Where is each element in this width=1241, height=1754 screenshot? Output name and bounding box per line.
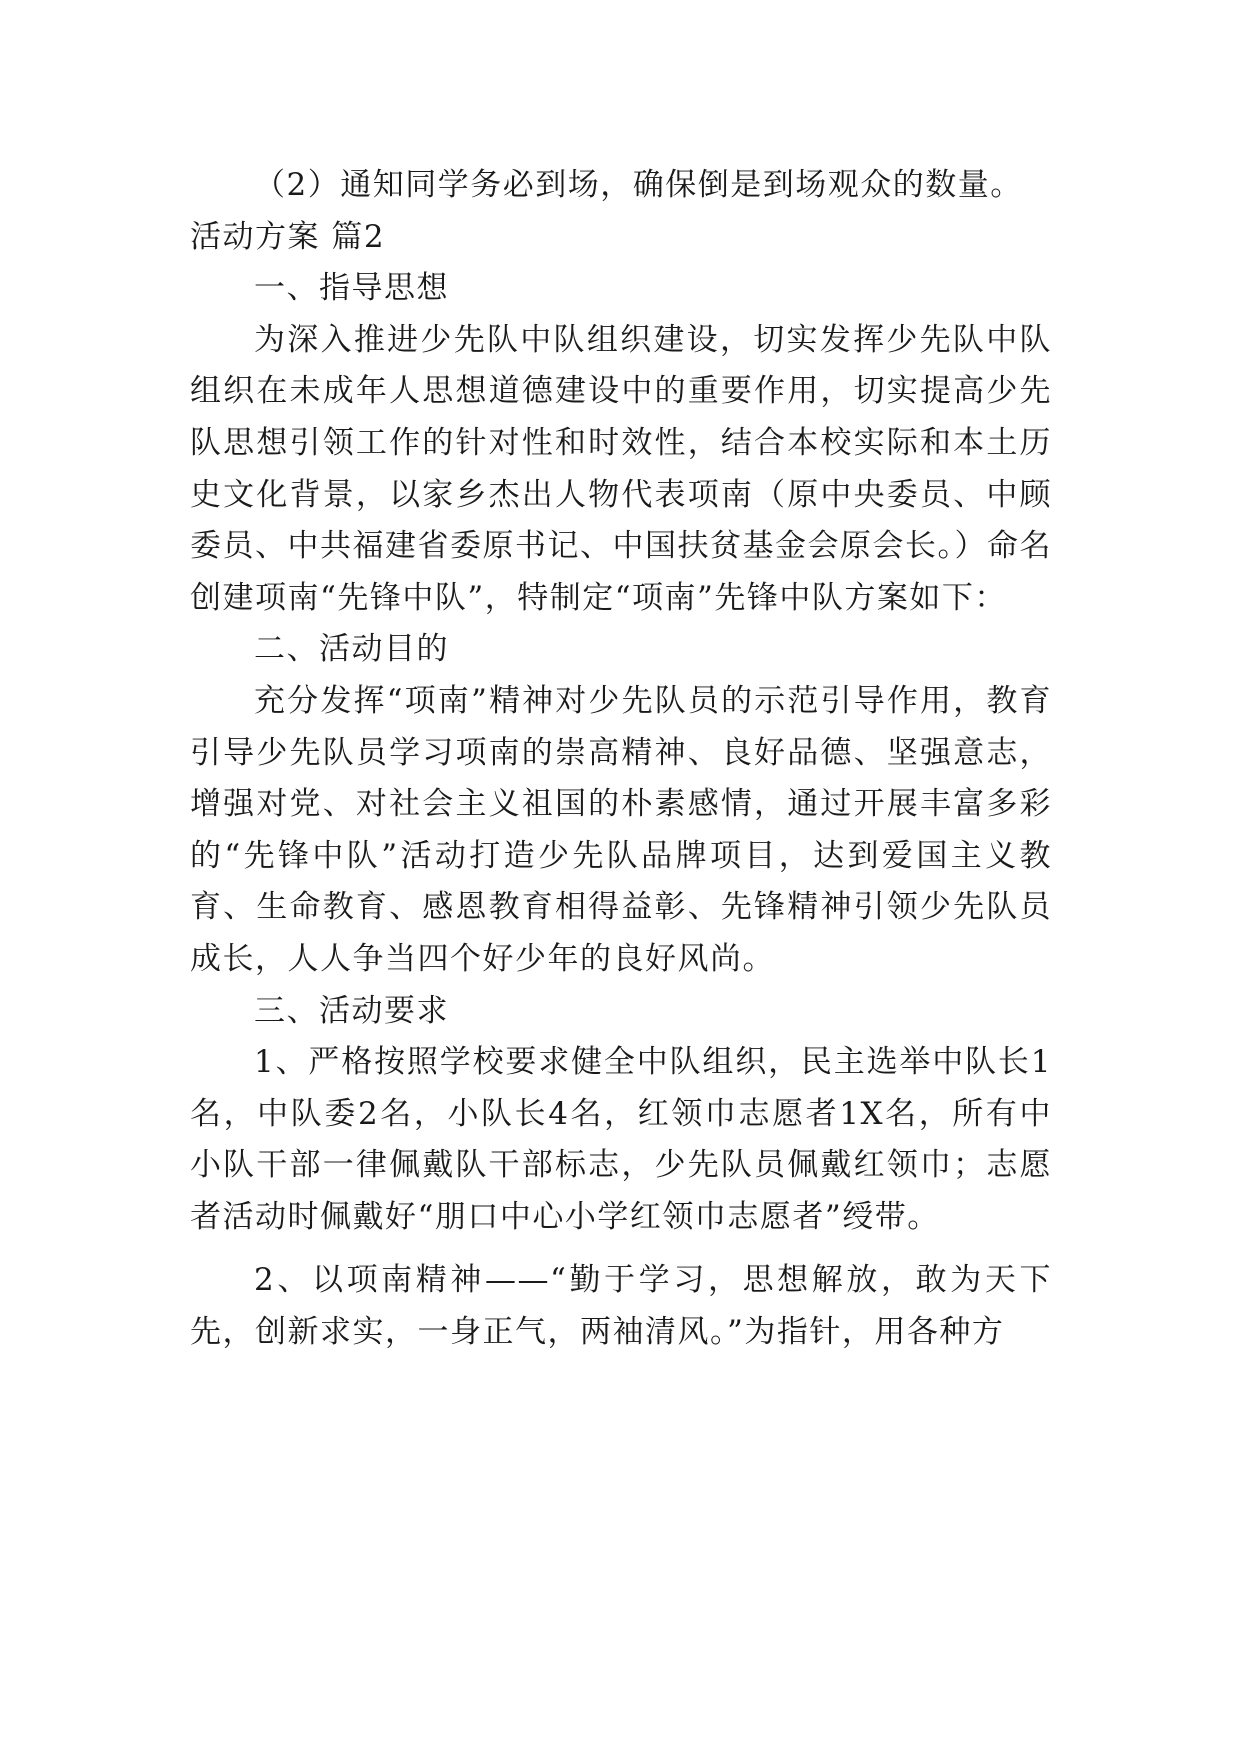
- paragraph-guiding-ideology: 为深入推进少先队中队组织建设，切实发挥少先队中队组织在未成年人思想道德建设中的重要作用，切实提高少先队思想引领工作的针对性和时效性，结合本校实际和本土历史文化背景，以家乡杰出人物代表项南（原中央委员、中顾委员、中共福建省委原书记、中国扶贫基金会原会长。）命名创建项南“先锋中队”，特制定“项南”先锋中队方案如下：: [190, 321, 1052, 616]
- paragraph-notice-item-2: （2）通知同学务必到场，确保倒是到场观众的数量。: [254, 167, 1023, 203]
- heading-activity-requirements: 三、活动要求: [254, 992, 449, 1029]
- paragraph-activity-purpose: 充分发挥“项南”精神对少先队员的示范引导作用，教育引导少先队员学习项南的崇高精神、良好品德、坚强意志，增强对党、对社会主义祖国的朴素感情，通过开展丰富多彩的“先锋中队”活动打造少先队品牌项目，达到爱国主义教育、生命教育、感恩教育相得益彰、先锋精神引领少先队员成长，人人争当四个好少年的良好风尚。: [190, 682, 1052, 977]
- heading-activity-purpose: 二、活动目的: [254, 631, 449, 668]
- document-body: [190, 160, 1052, 1359]
- paragraph-requirement-2: 2、以项南精神——“勤于学习，思想解放，敢为天下先，创新求实，一身正气，两袖清风。”为指针，用各种方: [190, 1262, 1052, 1351]
- heading-guiding-ideology: 一、指导思想: [254, 270, 449, 307]
- paragraph-requirement-1: 1、严格按照学校要求健全中队组织，民主选举中队长1名，中队委2名，小队长4名，红领巾志愿者1X名，所有中小队干部一律佩戴队干部标志，少先队员佩戴红领巾；志愿者活动时佩戴好“朋口中心小学红领巾志愿者”绶带。: [190, 1044, 1052, 1235]
- section-title-plan-2: 活动方案 篇2: [190, 218, 386, 255]
